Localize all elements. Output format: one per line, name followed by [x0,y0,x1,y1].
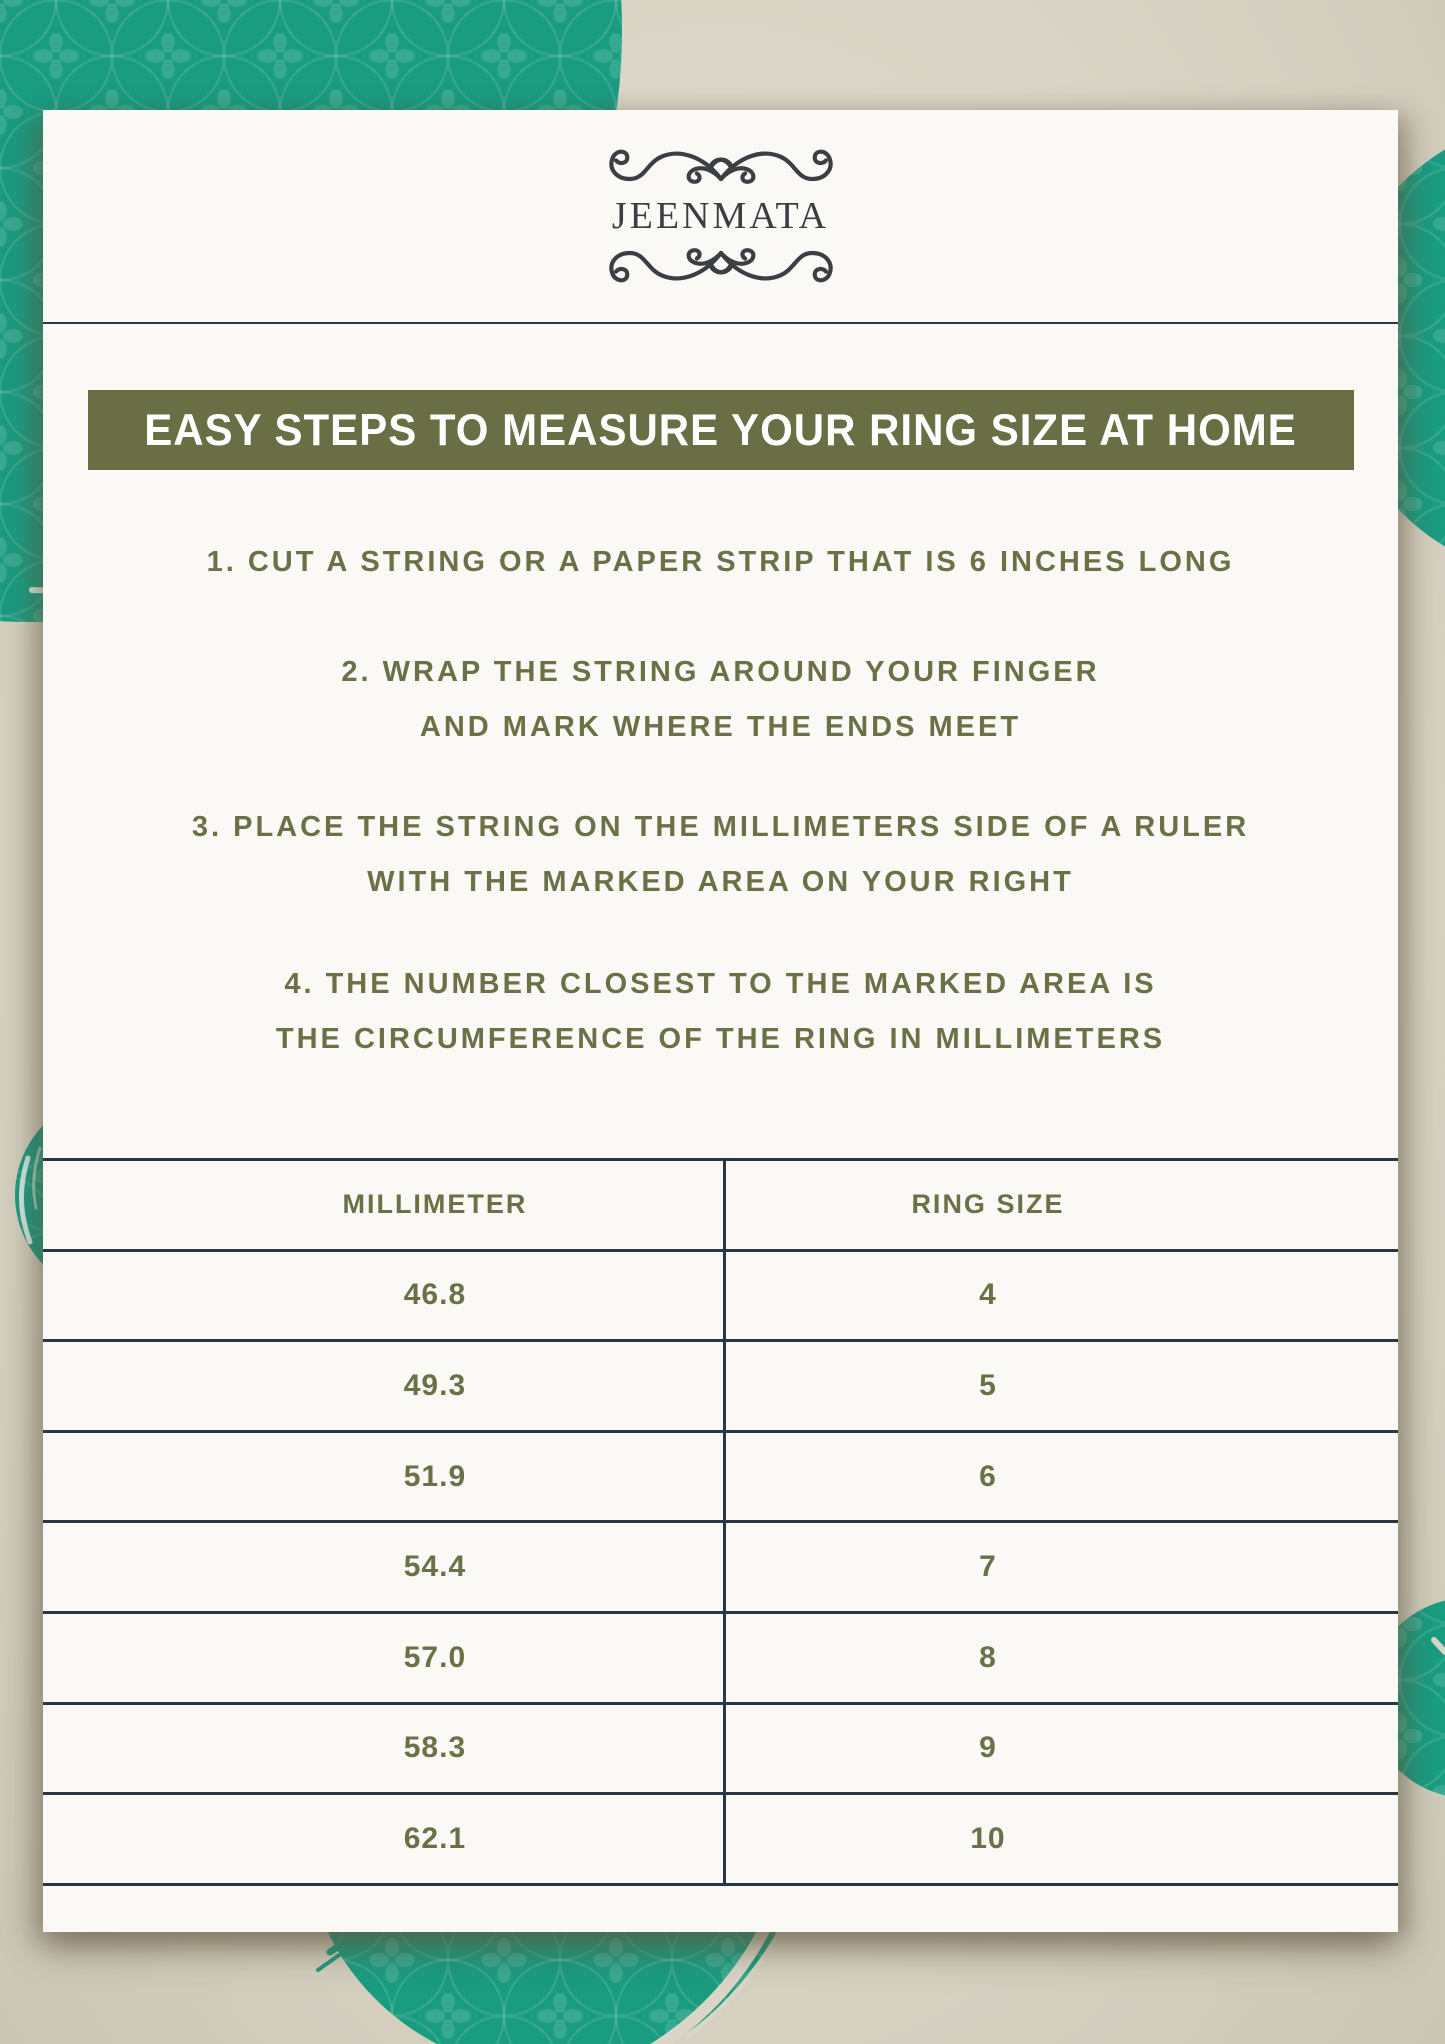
table-row-5-size: 8 [726,1614,1398,1705]
step-4-line-2: THE CIRCUMFERENCE OF THE RING IN MILLIMETERS [275,1023,1166,1055]
step-3 [43,800,1398,910]
table-row-4-mm: 54.4 [43,1523,726,1614]
table-row-3-size: 6 [726,1433,1398,1524]
flourish-bottom-icon [591,240,851,292]
table-row-1-mm: 46.8 [43,1252,726,1343]
brand-name: JEENMATA [611,195,830,237]
step-2 [43,645,1398,755]
step-2-line-1: 2. WRAP THE STRING AROUND YOUR FINGER [341,656,1100,688]
table-row-2-mm: 49.3 [43,1342,726,1433]
brand-logo [43,110,1398,324]
table-row-3-mm: 51.9 [43,1433,726,1524]
table-row-6-size: 9 [726,1705,1398,1796]
guide-card [43,110,1398,1932]
page-title: EASY STEPS TO MEASURE YOUR RING SIZE AT HOME [144,404,1297,455]
table-row-2-size: 5 [726,1342,1398,1433]
step-3-line-2: WITH THE MARKED AREA ON YOUR RIGHT [367,866,1074,898]
table-row-5-mm: 57.0 [43,1614,726,1705]
table-row-6-mm: 58.3 [43,1705,726,1796]
step-2-line-2: AND MARK WHERE THE ENDS MEET [419,711,1022,743]
ring-size-table [43,1158,1398,1886]
table-row-7-mm: 62.1 [43,1795,726,1886]
step-4-line-1: 4. THE NUMBER CLOSEST TO THE MARKED AREA IS [284,968,1157,1000]
step-3-line-1: 3. PLACE THE STRING ON THE MILLIMETERS SIDE OF A RULER [191,811,1250,843]
flourish-top-icon [591,140,851,192]
title-banner [88,390,1354,470]
table-row-7-size: 10 [726,1795,1398,1886]
column-header-ring-size: RING SIZE [726,1161,1398,1252]
table-row-1-size: 4 [726,1252,1398,1343]
step-1-line-1: 1. CUT A STRING OR A PAPER STRIP THAT IS 6 INCHES LONG [206,546,1235,578]
column-header-millimeter: MILLIMETER [43,1161,726,1252]
step-1 [43,535,1398,590]
step-4 [43,957,1398,1067]
brush-fleck-bottom-left-2 [318,1953,342,1970]
table-row-4-size: 7 [726,1523,1398,1614]
